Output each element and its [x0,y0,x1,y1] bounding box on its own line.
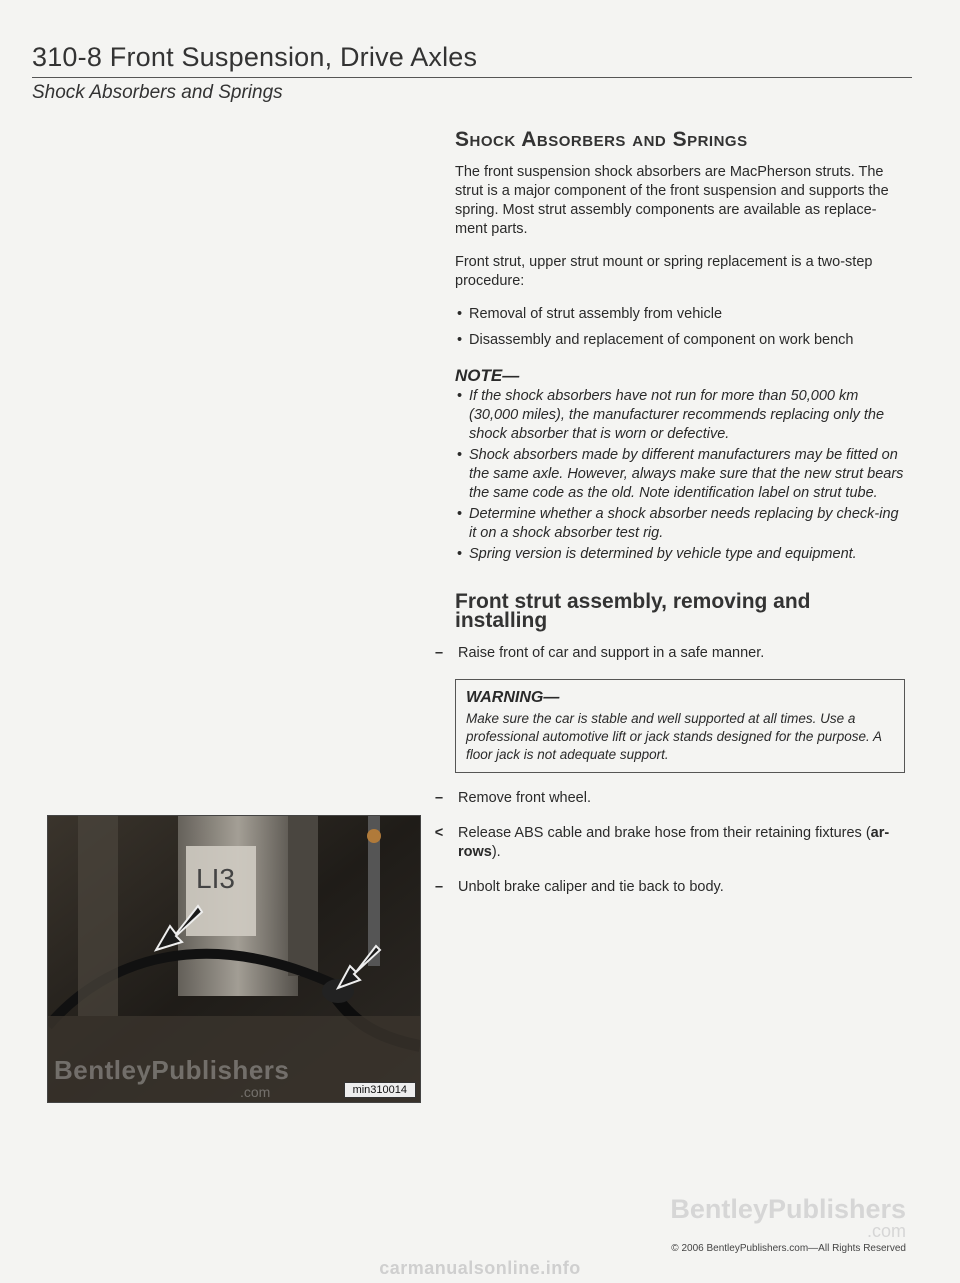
step-text: Remove front wheel. [458,790,591,806]
intro-paragraph: The front suspension shock absorbers are MacPherson struts. The strut is a major component of the front suspension and supports the spring. Most strut assembly components are available as replace-ment parts. [455,164,889,237]
strut-photo [47,815,421,1103]
photo-code-label: min310014 [344,1082,416,1098]
dash-marker: – [434,645,444,661]
step-text: Raise front of car and support in a safe manner. [458,645,765,661]
step-release-abs [428,824,905,862]
step-raise-car [428,644,905,663]
bullet-item: • Disassembly and replacement of component on work bench [455,331,905,350]
copyright-notice: © 2006 BentleyPublishers.com—All Rights Reserved [671,1243,906,1254]
page-subtitle: Shock Absorbers and Springs [32,82,283,103]
step-text-bold: ar-rows [458,825,890,860]
section-heading: Shock Absorbers and Springs [455,128,748,151]
note-item: • If the shock absorbers have not run for more than 50,000 km (30,000 miles), the manufacturer recommends replacing only the shock absorber that is worn or defective. [455,387,905,444]
photo-watermark-sub: .com [240,1084,271,1100]
publisher-brand [670,1195,906,1254]
dash-marker: – [434,879,444,895]
warning-text: Make sure the car is stable and well supported at all times. Use a professional automotive lift or jack stands designed for the purpose. A floor jack is not adequate support. [466,711,882,762]
brand-logo-sub: .com [866,1221,906,1241]
warning-box [455,679,905,773]
page-header [32,40,912,104]
note-item: • Determine whether a shock absorber needs replacing by check-ing it on a shock absorber test rig. [455,505,905,543]
warning-title: WARNING— [466,689,560,706]
brand-logo: BentleyPublishers [670,1194,906,1224]
dash-marker: – [434,790,444,806]
strut-label-text: LI3 [196,863,235,894]
procedure-heading: Front strut assembly, removing and installing [455,590,811,632]
bullet-item: • Removal of strut assembly from vehicle [455,305,905,324]
procedure-paragraph: Front strut, upper strut mount or spring replacement is a two-step procedure: [455,254,873,289]
note-title: NOTE— [455,366,520,385]
page-title: 310-8 Front Suspension, Drive Axles [32,42,478,72]
note-item: • Shock absorbers made by different manufacturers may be fitted on the same axle. However, always make sure that the new strut bears the same code as the old. Note identification label on strut tube. [455,446,905,503]
header-rule [32,77,912,78]
step-remove-wheel [428,789,905,808]
photo-watermark: BentleyPublishers [54,1055,290,1085]
main-content [434,128,905,913]
step-text: Unbolt brake caliper and tie back to body. [458,879,724,895]
step-text: Release ABS cable and brake hose from their retaining fixtures ( [458,825,871,841]
arrow-left-icon: < [434,825,444,841]
note-item: • Spring version is determined by vehicle type and equipment. [455,545,905,564]
step-text-end: ). [491,844,501,860]
note-list [455,387,905,564]
procedure-bullets [455,305,905,350]
site-watermark: carmanualsonline.info [379,1258,581,1278]
step-unbolt-caliper [428,878,905,897]
